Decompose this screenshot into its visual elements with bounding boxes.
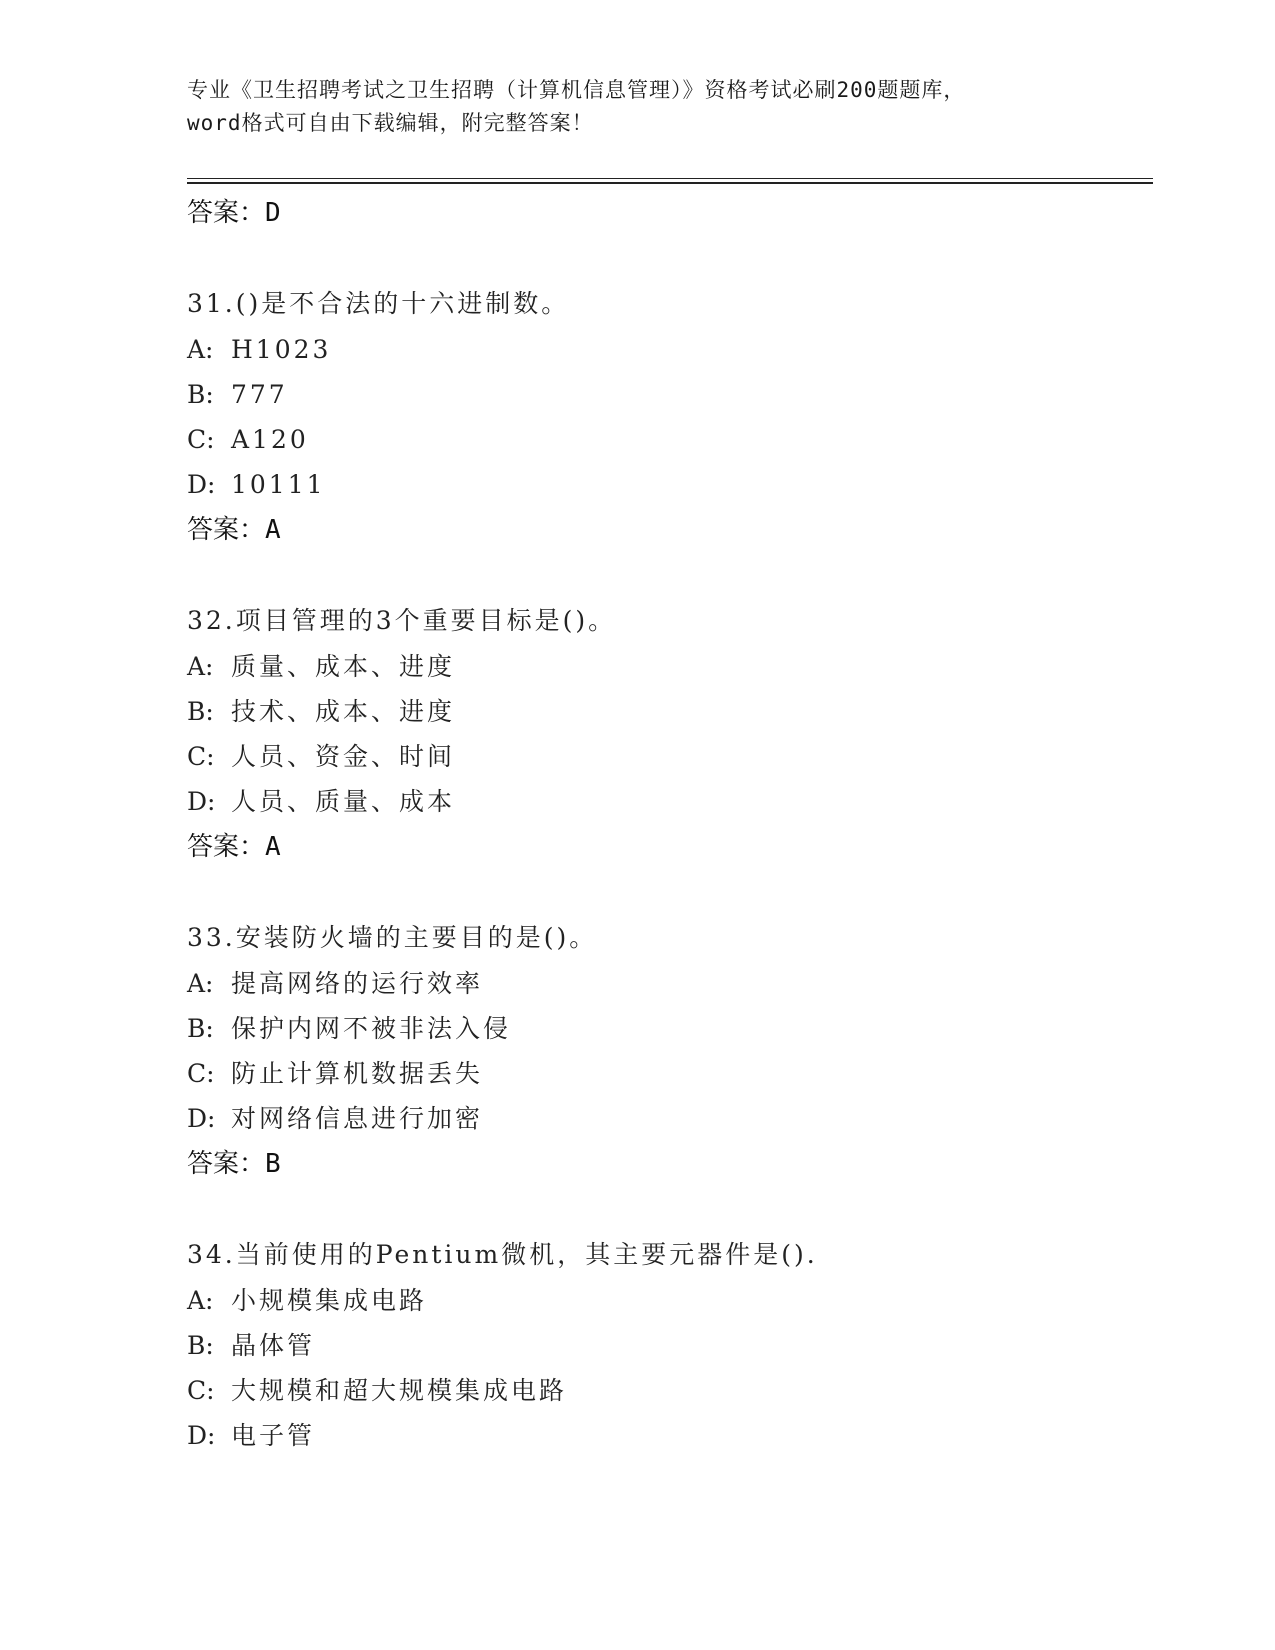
header-line-2: word格式可自由下载编辑，附完整答案！	[187, 111, 594, 135]
option-c	[187, 734, 1153, 779]
question-text: 34.当前使用的Pentium微机，其主要元器件是().	[187, 1240, 818, 1269]
option-c	[187, 1368, 1153, 1413]
option-c	[187, 417, 1153, 462]
option-b	[187, 689, 1153, 734]
option-key: D:	[187, 470, 216, 499]
option-text: 技术、成本、进度	[231, 697, 456, 726]
option-text: 晶体管	[231, 1331, 316, 1360]
option-text: 电子管	[231, 1421, 316, 1450]
answer-line	[187, 190, 1153, 236]
answer-line	[187, 824, 1153, 870]
option-a	[187, 644, 1153, 689]
option-b	[187, 1006, 1153, 1051]
answer-label: 答案：	[187, 832, 266, 862]
header-rule-thin	[187, 178, 1153, 179]
option-text: 质量、成本、进度	[231, 652, 456, 681]
option-a	[187, 327, 1153, 372]
option-text: 人员、资金、时间	[231, 742, 456, 771]
spacer	[187, 870, 1153, 915]
document-header	[187, 74, 1087, 140]
option-key: C:	[187, 1059, 215, 1088]
option-key: B:	[187, 380, 214, 409]
option-text: 保护内网不被非法入侵	[231, 1014, 512, 1043]
question-text: 33.安装防火墙的主要目的是()。	[187, 923, 598, 952]
option-c	[187, 1051, 1153, 1096]
option-d	[187, 462, 1153, 507]
option-text: 大规模和超大规模集成电路	[231, 1376, 568, 1405]
answer-line	[187, 1141, 1153, 1187]
option-key: D:	[187, 787, 216, 816]
answer-value: D	[265, 198, 281, 228]
option-b	[187, 372, 1153, 417]
option-a	[187, 1278, 1153, 1323]
question-text: 31.()是不合法的十六进制数。	[187, 289, 570, 318]
option-text: H1023	[231, 335, 332, 364]
option-key: B:	[187, 1014, 214, 1043]
option-key: A:	[187, 652, 214, 681]
question-list	[187, 190, 1153, 1458]
answer-value: A	[265, 832, 281, 862]
option-key: A:	[187, 1286, 214, 1315]
option-text: 防止计算机数据丢失	[231, 1059, 484, 1088]
option-key: A:	[187, 335, 214, 364]
option-text: 777	[231, 380, 288, 409]
option-d	[187, 779, 1153, 824]
option-key: C:	[187, 1376, 215, 1405]
answer-value: B	[265, 1149, 281, 1179]
option-text: 10111	[231, 470, 326, 499]
question-text: 32.项目管理的3个重要目标是()。	[187, 606, 617, 635]
option-text: 对网络信息进行加密	[231, 1104, 484, 1133]
answer-label: 答案：	[187, 1149, 266, 1179]
option-text: A120	[231, 425, 309, 454]
option-text: 人员、质量、成本	[231, 787, 456, 816]
option-text: 小规模集成电路	[231, 1286, 428, 1315]
spacer	[187, 236, 1153, 281]
option-key: D:	[187, 1104, 216, 1133]
option-key: C:	[187, 742, 215, 771]
answer-label: 答案：	[187, 198, 266, 228]
option-key: A:	[187, 969, 214, 998]
option-d	[187, 1413, 1153, 1458]
header-rule-thick	[187, 182, 1153, 184]
answer-line	[187, 507, 1153, 553]
spacer	[187, 1187, 1153, 1232]
option-text: 提高网络的运行效率	[231, 969, 484, 998]
spacer	[187, 553, 1153, 598]
option-key: C:	[187, 425, 215, 454]
option-key: B:	[187, 697, 214, 726]
header-line-1: 专业《卫生招聘考试之卫生招聘（计算机信息管理）》资格考试必刷200题题库，	[187, 78, 966, 102]
option-d	[187, 1096, 1153, 1141]
option-a	[187, 961, 1153, 1006]
option-b	[187, 1323, 1153, 1368]
answer-label: 答案：	[187, 515, 266, 545]
answer-value: A	[265, 515, 281, 545]
option-key: D:	[187, 1421, 216, 1450]
option-key: B:	[187, 1331, 214, 1360]
